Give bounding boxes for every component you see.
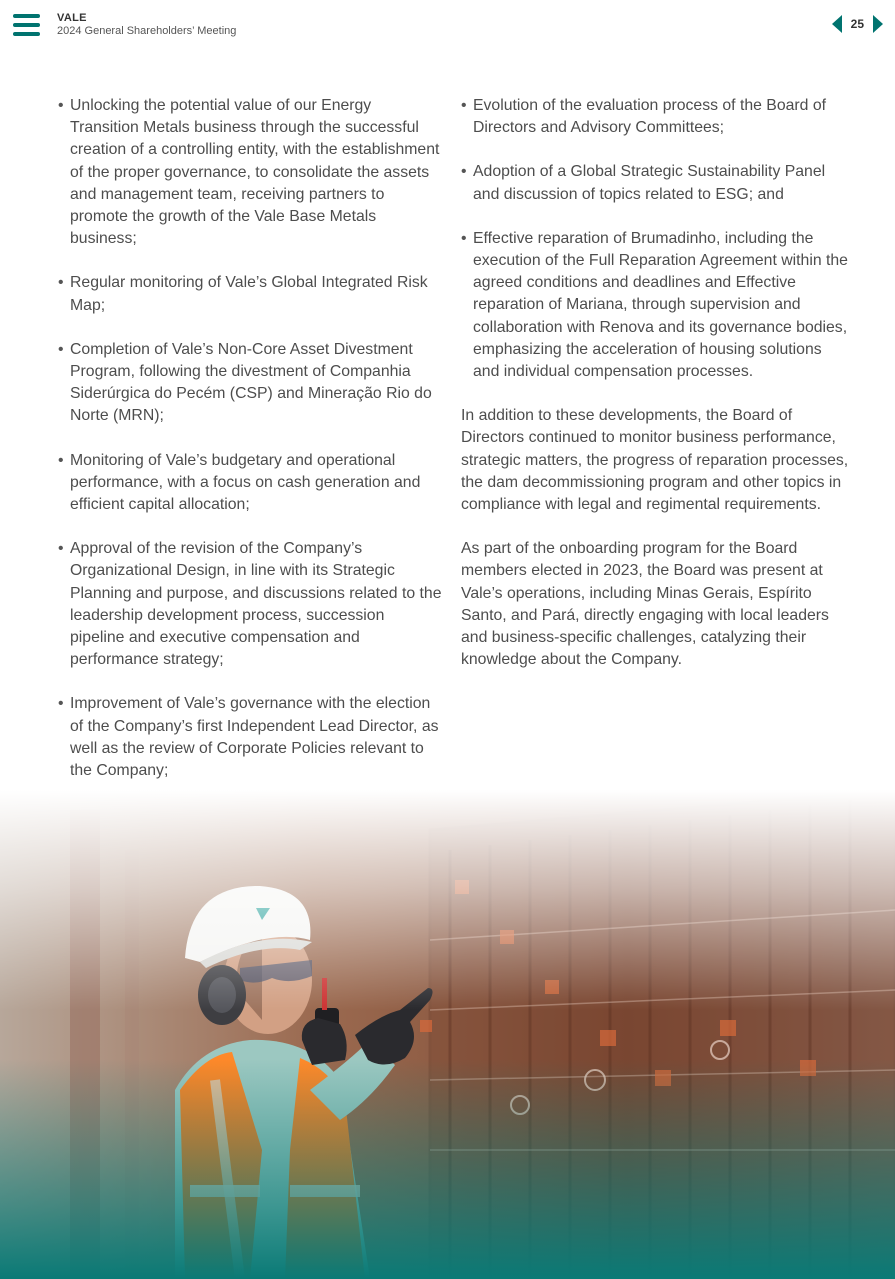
document-header <box>57 12 236 38</box>
right-column <box>461 95 851 693</box>
page-number: 25 <box>850 17 864 31</box>
hamburger-menu-icon[interactable] <box>13 14 40 36</box>
photo-illustration <box>0 790 895 1279</box>
list-item: • Evolution of the evaluation process of the Board of Directors and Advisory Committees; <box>461 95 851 139</box>
list-item: • Approval of the revision of the Company’s Organizational Design, in line with its Strategic Planning and purpose, and discussions related to the leadership development process, succession pipeline and executive compensation and performance strategy; <box>58 538 443 671</box>
left-bullet-list <box>58 95 443 782</box>
brand-name: VALE <box>57 12 87 24</box>
list-item: • Monitoring of Vale’s budgetary and operational performance, with a focus on cash generation and efficient capital allocation; <box>58 450 443 517</box>
next-page-icon[interactable] <box>873 15 883 33</box>
worker-photo <box>0 790 895 1279</box>
list-item: • Adoption of a Global Strategic Sustainability Panel and discussion of topics related to ESG; and <box>461 161 851 205</box>
top-bar <box>0 0 895 50</box>
list-item: • Improvement of Vale’s governance with the election of the Company’s first Independent Lead Director, as well as the review of Corporate Policies relevant to the Company; <box>58 693 443 782</box>
list-item: • Regular monitoring of Vale’s Global Integrated Risk Map; <box>58 272 443 316</box>
pager <box>832 13 883 35</box>
document-subtitle: 2024 General Shareholders’ Meeting <box>57 25 237 37</box>
paragraph: In addition to these developments, the Board of Directors continued to monitor business performance, strategic matters, the progress of reparation processes, the dam decommissioning program and other topics in compliance with legal and regimental requirements. <box>461 407 849 514</box>
left-column <box>58 95 443 804</box>
paragraph: As part of the onboarding program for the Board members elected in 2023, the Board was present at Vale’s operations, including Minas Gerais, Espírito Santo, and Pará, directly engaging with local leaders and business-specific challenges, catalyzing their knowledge about the Company. <box>461 540 829 669</box>
previous-page-icon[interactable] <box>832 15 842 33</box>
right-bullet-list <box>461 95 851 383</box>
list-item: • Unlocking the potential value of our Energy Transition Metals business through the successful creation of a controlling entity, with the establishment of the proper governance, to consolidate the assets and management team, receiving partners to promote the growth of the Vale Base Metals business; <box>58 95 443 250</box>
list-item: • Effective reparation of Brumadinho, including the execution of the Full Reparation Agreement within the agreed conditions and deadlines and Effective reparation of Mariana, through supervision and collaboration with Renova and its governance bodies, emphasizing the acceleration of housing solutions and individual compensation processes. <box>461 228 851 383</box>
list-item: • Completion of Vale’s Non-Core Asset Divestment Program, following the divestment of Companhia Siderúrgica do Pecém (CSP) and Mineração Rio do Norte (MRN); <box>58 339 443 428</box>
